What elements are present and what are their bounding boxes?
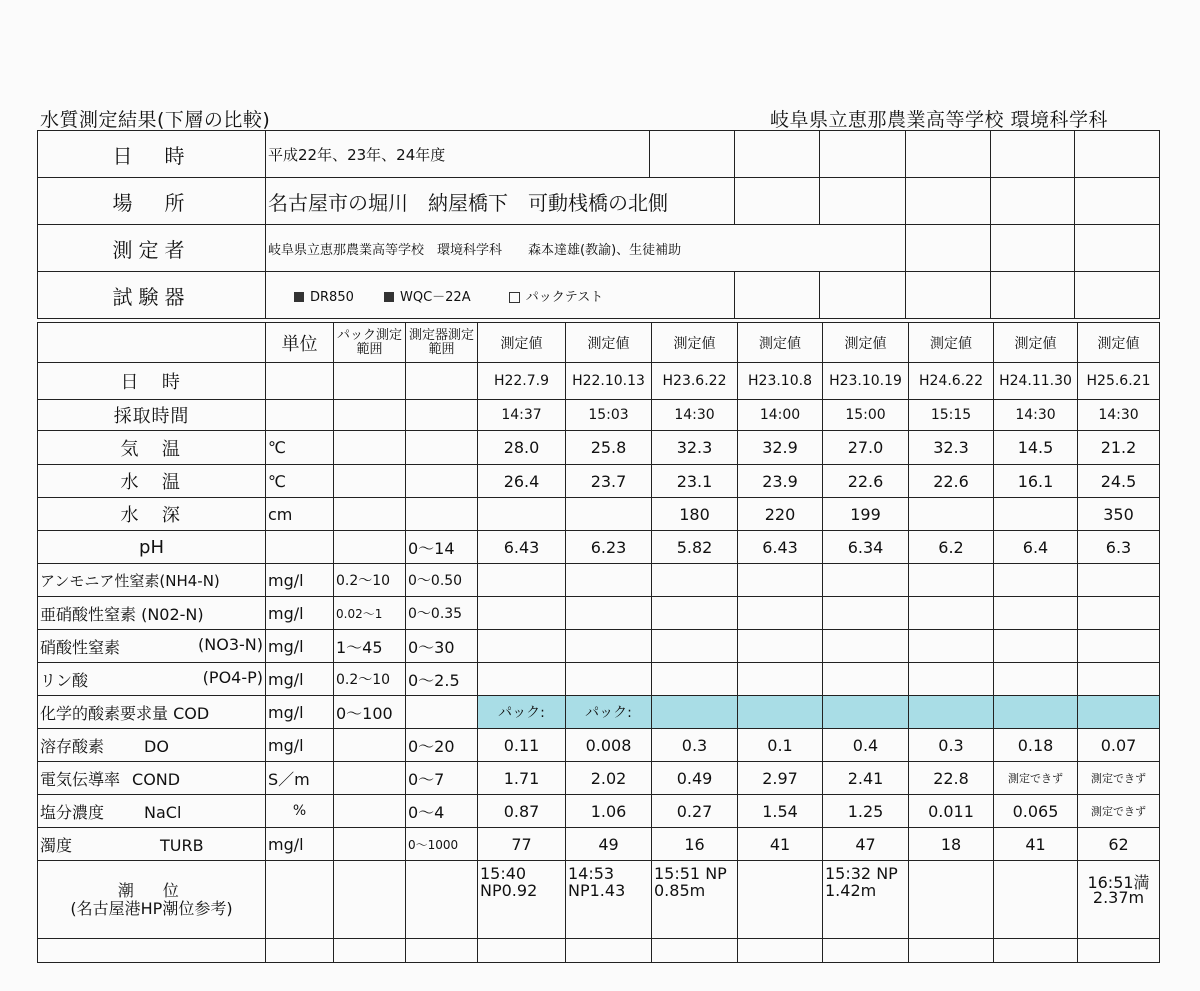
table-cell: 77 bbox=[478, 828, 566, 861]
table-cell: 15:03 bbox=[566, 400, 652, 431]
pack-range-cell: 0.02～1 bbox=[334, 597, 406, 630]
table-cell: 23.1 bbox=[652, 465, 738, 498]
table-cell: 5.82 bbox=[652, 531, 738, 564]
unit-cell: mg/l bbox=[266, 663, 334, 696]
row-label: 化学的酸素要求量 COD bbox=[38, 696, 266, 729]
row-label: 溶存酸素 bbox=[40, 736, 105, 756]
pack-range-cell: 0～100 bbox=[334, 696, 406, 729]
date-cell: H23.6.22 bbox=[652, 363, 738, 400]
table-cell bbox=[909, 498, 994, 531]
row-code: (NO3-N) bbox=[198, 634, 263, 654]
row-label: 採取時間 bbox=[38, 400, 266, 431]
row-code: (PO4-P) bbox=[202, 667, 263, 687]
table-cell: 14:30 bbox=[1078, 400, 1160, 431]
meter-range-cell: 0～2.5 bbox=[406, 663, 478, 696]
info-row-date bbox=[38, 131, 1160, 178]
meter-range-cell: 0～0.35 bbox=[406, 597, 478, 630]
row-sublabel: (名古屋港HP潮位参考) bbox=[70, 898, 233, 918]
table-cell: 0.011 bbox=[909, 795, 994, 828]
table-cell: 0.4 bbox=[823, 729, 909, 762]
row-label: 気 温 bbox=[38, 431, 266, 465]
table-cell: 199 bbox=[823, 498, 909, 531]
table-cell: 14:30 bbox=[994, 400, 1078, 431]
table-cell: 0.065 bbox=[994, 795, 1078, 828]
header-row bbox=[38, 323, 1160, 363]
place-value: 名古屋市の堀川 納屋橋下 可動桟橋の北側 bbox=[266, 178, 735, 225]
device-packtest: パックテスト bbox=[525, 289, 604, 305]
row-label-cell bbox=[38, 795, 266, 828]
info-row-device bbox=[38, 272, 1160, 319]
table-cell: 0.1 bbox=[738, 729, 823, 762]
table-cell: 1.06 bbox=[566, 795, 652, 828]
table-cell: 6.3 bbox=[1078, 531, 1160, 564]
value-header: 測定値 bbox=[994, 323, 1078, 363]
row-label: 塩分濃度 bbox=[40, 802, 105, 822]
document-title: 水質測定結果(下層の比較) bbox=[40, 109, 271, 131]
unit-cell: S／m bbox=[266, 762, 334, 795]
table-cell: 350 bbox=[1078, 498, 1160, 531]
table-cell: 22.8 bbox=[909, 762, 994, 795]
meter-range-cell: 0～14 bbox=[406, 531, 478, 564]
row-label-cell bbox=[38, 630, 266, 663]
table-cell: 27.0 bbox=[823, 431, 909, 465]
table-cell: 15:32 NP 1.42m bbox=[823, 861, 909, 939]
table-cell: 32.3 bbox=[909, 431, 994, 465]
table-cell: 0.27 bbox=[652, 795, 738, 828]
table-cell: 0.008 bbox=[566, 729, 652, 762]
table-cell: 1.71 bbox=[478, 762, 566, 795]
table-cell: 41 bbox=[994, 828, 1078, 861]
table-cell: パック: bbox=[478, 696, 566, 729]
table-cell: 0.3 bbox=[652, 729, 738, 762]
table-cell: 25.8 bbox=[566, 431, 652, 465]
table-cell bbox=[994, 861, 1078, 939]
table-cell: 15:15 bbox=[909, 400, 994, 431]
table-cell: 6.43 bbox=[738, 531, 823, 564]
unit-cell: mg/l bbox=[266, 729, 334, 762]
date-cell: H23.10.8 bbox=[738, 363, 823, 400]
table-cell bbox=[909, 861, 994, 939]
table-cell: 2.02 bbox=[566, 762, 652, 795]
unit-cell: mg/l bbox=[266, 696, 334, 729]
value-header: 測定値 bbox=[478, 323, 566, 363]
table-cell: 測定できず bbox=[994, 762, 1078, 795]
value-header: 測定値 bbox=[566, 323, 652, 363]
pack-range-cell: 0.2～10 bbox=[334, 663, 406, 696]
info-table bbox=[37, 130, 1160, 319]
device-wqc: WQC－22A bbox=[400, 289, 471, 305]
table-cell bbox=[566, 498, 652, 531]
row-label: 濁度 bbox=[40, 835, 73, 855]
row-label: アンモニア性窒素(NH4-N) bbox=[38, 564, 266, 597]
table-cell: 6.4 bbox=[994, 531, 1078, 564]
date-label: 日 時 bbox=[38, 131, 266, 178]
table-cell: 47 bbox=[823, 828, 909, 861]
table-cell: 24.5 bbox=[1078, 465, 1160, 498]
date-cell: H25.6.21 bbox=[1078, 363, 1160, 400]
date-cell: H24.6.22 bbox=[909, 363, 994, 400]
row-code: NaCl bbox=[144, 802, 182, 822]
table-cell: 14:30 bbox=[652, 400, 738, 431]
table-cell: 14:53 NP1.43 bbox=[566, 861, 652, 939]
table-cell: 16:51満 2.37m bbox=[1078, 861, 1160, 939]
table-cell: 28.0 bbox=[478, 431, 566, 465]
school-name: 岐阜県立恵那農業高等学校 環境科学科 bbox=[770, 109, 1109, 131]
table-cell bbox=[478, 498, 566, 531]
table-cell: 0.18 bbox=[994, 729, 1078, 762]
meter-range-cell: 0～0.50 bbox=[406, 564, 478, 597]
info-row-place bbox=[38, 178, 1160, 225]
table-cell: 15:40 NP0.92 bbox=[478, 861, 566, 939]
table-cell: 18 bbox=[909, 828, 994, 861]
table-cell: 32.9 bbox=[738, 431, 823, 465]
table-cell: 0.11 bbox=[478, 729, 566, 762]
table-cell: 6.34 bbox=[823, 531, 909, 564]
unit-cell: mg/l bbox=[266, 564, 334, 597]
device-label: 試験器 bbox=[38, 272, 266, 319]
table-cell: 16.1 bbox=[994, 465, 1078, 498]
pack-range-header: パック測定範囲 bbox=[334, 323, 406, 363]
meter-range-cell: 0～4 bbox=[406, 795, 478, 828]
table-row-cond bbox=[38, 762, 1160, 795]
table-cell: 14:37 bbox=[478, 400, 566, 431]
row-label-cell bbox=[38, 729, 266, 762]
table-cell: 1.25 bbox=[823, 795, 909, 828]
table-cell: 0.49 bbox=[652, 762, 738, 795]
device-dr850: DR850 bbox=[310, 289, 354, 305]
date-cell: H24.11.30 bbox=[994, 363, 1078, 400]
row-label-cell bbox=[38, 861, 266, 939]
table-cell: 6.2 bbox=[909, 531, 994, 564]
table-row-po4 bbox=[38, 663, 1160, 696]
table-cell: 0.87 bbox=[478, 795, 566, 828]
measurement-table bbox=[37, 322, 1160, 963]
device-list bbox=[266, 272, 735, 319]
meter-range-cell: 0～30 bbox=[406, 630, 478, 663]
table-cell: 1.54 bbox=[738, 795, 823, 828]
row-label-cell bbox=[38, 663, 266, 696]
table-cell: 測定できず bbox=[1078, 762, 1160, 795]
table-cell bbox=[738, 861, 823, 939]
info-row-measurer bbox=[38, 225, 1160, 272]
table-cell: 16 bbox=[652, 828, 738, 861]
table-row-tide bbox=[38, 861, 1160, 939]
table-row-do bbox=[38, 729, 1160, 762]
table-cell: 15:51 NP 0.85m bbox=[652, 861, 738, 939]
table-row-water-temp bbox=[38, 465, 1160, 498]
table-row-blank bbox=[38, 939, 1160, 963]
unit-cell: cm bbox=[266, 498, 334, 531]
unit-cell: mg/l bbox=[266, 828, 334, 861]
pack-range-cell: 1～45 bbox=[334, 630, 406, 663]
table-cell: 22.6 bbox=[823, 465, 909, 498]
table-cell: 0.3 bbox=[909, 729, 994, 762]
value-header: 測定値 bbox=[738, 323, 823, 363]
meter-range-cell: 0～20 bbox=[406, 729, 478, 762]
row-label: 電気伝導率 bbox=[40, 769, 121, 789]
date-cell: H22.7.9 bbox=[478, 363, 566, 400]
table-cell: 220 bbox=[738, 498, 823, 531]
table-cell: 49 bbox=[566, 828, 652, 861]
table-cell: 6.43 bbox=[478, 531, 566, 564]
meter-range-cell: 0～7 bbox=[406, 762, 478, 795]
row-label: 水 深 bbox=[38, 498, 266, 531]
table-row-cod bbox=[38, 696, 1160, 729]
table-cell: パック: bbox=[566, 696, 652, 729]
date-cell: H23.10.19 bbox=[823, 363, 909, 400]
table-row-time bbox=[38, 400, 1160, 431]
value-header: 測定値 bbox=[823, 323, 909, 363]
table-row-turb bbox=[38, 828, 1160, 861]
row-code: TURB bbox=[160, 835, 204, 855]
row-code: DO bbox=[144, 736, 169, 756]
row-label: 潮 位 bbox=[117, 880, 186, 900]
row-label-cell bbox=[38, 762, 266, 795]
unit-cell: % bbox=[266, 795, 334, 828]
value-header: 測定値 bbox=[909, 323, 994, 363]
table-cell: 23.9 bbox=[738, 465, 823, 498]
measurer-label: 測定者 bbox=[38, 225, 266, 272]
row-label: pH bbox=[38, 531, 266, 564]
unit-header: 単位 bbox=[266, 323, 334, 363]
table-cell: 測定できず bbox=[1078, 795, 1160, 828]
table-cell: 2.97 bbox=[738, 762, 823, 795]
table-row-depth bbox=[38, 498, 1160, 531]
date-cell: H22.10.13 bbox=[566, 363, 652, 400]
row-label: 日 時 bbox=[38, 363, 266, 400]
table-cell bbox=[994, 498, 1078, 531]
row-label: 硝酸性窒素 bbox=[40, 637, 121, 657]
table-cell: 14:00 bbox=[738, 400, 823, 431]
meter-range-header: 測定器測定範囲 bbox=[406, 323, 478, 363]
table-row-air-temp bbox=[38, 431, 1160, 465]
filled-square-icon bbox=[294, 292, 304, 302]
table-row-nacl bbox=[38, 795, 1160, 828]
measurer-value: 岐阜県立恵那農業高等学校 環境科学科 森本達雄(教諭)、生徒補助 bbox=[266, 225, 906, 272]
table-cell: 26.4 bbox=[478, 465, 566, 498]
row-label: 水 温 bbox=[38, 465, 266, 498]
table-cell: 6.23 bbox=[566, 531, 652, 564]
table-row-date bbox=[38, 363, 1160, 400]
table-cell: 32.3 bbox=[652, 431, 738, 465]
filled-square-icon bbox=[384, 292, 394, 302]
table-cell: 180 bbox=[652, 498, 738, 531]
table-cell: 41 bbox=[738, 828, 823, 861]
pack-range-cell: 0.2～10 bbox=[334, 564, 406, 597]
row-code: COND bbox=[132, 769, 181, 789]
value-header: 測定値 bbox=[1078, 323, 1160, 363]
table-cell: 15:00 bbox=[823, 400, 909, 431]
date-value: 平成22年、23年、24年度 bbox=[266, 131, 650, 178]
table-row-no2 bbox=[38, 597, 1160, 630]
table-row-no3 bbox=[38, 630, 1160, 663]
unit-cell: mg/l bbox=[266, 597, 334, 630]
empty-square-icon bbox=[509, 292, 520, 303]
meter-range-cell: 0～1000 bbox=[406, 828, 478, 861]
row-label-cell bbox=[38, 828, 266, 861]
table-cell: 21.2 bbox=[1078, 431, 1160, 465]
table-cell: 0.07 bbox=[1078, 729, 1160, 762]
table-row-ph bbox=[38, 531, 1160, 564]
table-cell: 62 bbox=[1078, 828, 1160, 861]
row-label: リン酸 bbox=[40, 670, 89, 690]
row-label: 亜硝酸性窒素 (N02-N) bbox=[38, 597, 266, 630]
place-label: 場 所 bbox=[38, 178, 266, 225]
table-cell: 2.41 bbox=[823, 762, 909, 795]
unit-cell: mg/l bbox=[266, 630, 334, 663]
table-cell: 22.6 bbox=[909, 465, 994, 498]
table-cell: 23.7 bbox=[566, 465, 652, 498]
table-cell: 14.5 bbox=[994, 431, 1078, 465]
value-header: 測定値 bbox=[652, 323, 738, 363]
unit-cell: ℃ bbox=[266, 465, 334, 498]
table-row-nh4 bbox=[38, 564, 1160, 597]
unit-cell: ℃ bbox=[266, 431, 334, 465]
